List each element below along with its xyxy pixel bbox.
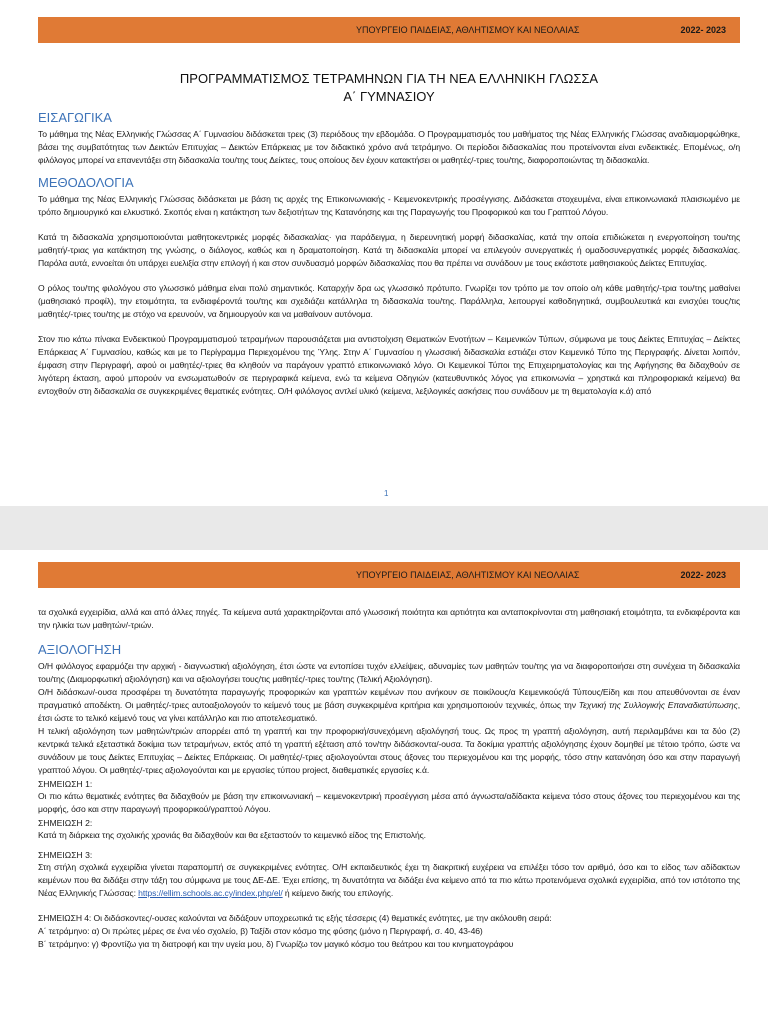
- document-title: ΠΡΟΓΡΑΜΜΑΤΙΣΜΟΣ ΤΕΤΡΑΜΗΝΩΝ ΓΙΑ ΤΗ ΝΕΑ ΕΛΛΗΝΙΚΗ ΓΛΩΣΣΑ: [179, 71, 599, 86]
- section-heading-methodology: ΜΕΘΟΔΟΛΟΓΙΑ: [38, 175, 134, 190]
- ellim-website-link[interactable]: https://ellim.schools.ac.cy/index.php/el/: [138, 888, 283, 898]
- document-subtitle: Α΄ ΓΥΜΝΑΣΙΟΥ: [343, 89, 435, 104]
- page-separator: [0, 506, 768, 550]
- methodology-paragraph-4: Στον πιο κάτω πίνακα Ενδεικτικού Προγραμματισμού τετραμήνων παρουσιάζεται μια αντιστοίχιση Θεματικών Ενοτήτων – Κειμενικών Τύπων, σύμφωνα με τους Δείκτες Επιτυχίας – Δείκτες Επάρκειας Α΄ Γυμνασίου, καθώς και με το Περίγραμμα Περιεχομένου της Ύλης. Στην Α΄ Γυμνασίου η γλωσσική διδασκαλία εστιάζει στον Κειμενικό Τύπο της Περιγραφής. Δίνεται λοιπόν, έμφαση στην Περιγραφή, αφού οι μαθητές/-τριες θα κληθούν να παράγουν γραπτό επικοινωνιακό λόγο. Οι Κειμενικοί Τύποι της Επιχειρηματολογίας και της Αφήγησης θα διδαχθούν σε λιγότερη έκταση, αφού μπορούν να ενσωματωθούν σε περιγραφικά κείμενα, ενώ τα κείμενα Οδηγιών (κατευθυντικός λόγος για επικοινωνία – χρηστικά και πληροφοριακά κείμενα) θα εντοχθούν στη διδασκαλία σε συγκεκριμένες θεματικές ενότητες. Ο/Η φιλόλογος αντλεί υλικό (κείμενα, λεξιλογικές ασκήσεις που συνάδουν με τη θεματολογία κ.ά) από: [38, 334, 740, 396]
- section-heading-intro: ΕΙΣΑΓΩΓΙΚΑ: [38, 110, 112, 125]
- continuation-paragraph: τα σχολικά εγχειρίδια, αλλά και από άλλες πηγές. Τα κείμενα αυτά χαρακτηρίζονται από γλωσσική ποιότητα και αρτιότητα και ανταποκρίνονται στη μαθησιακή ετοιμότητα, τα ενδιαφέροντα και την ηλικία των μαθητών/-τριών.: [38, 607, 740, 630]
- assessment-paragraph-1: Ο/Η φιλόλογος εφαρμόζει την αρχική - διαγνωστική αξιολόγηση, έτσι ώστε να εντοπίσει τυχόν ελλείψεις, αδυναμίες των μαθητών του/της για να διαφοροποιήσει στη συνέχεια τη διδασκαλία του/της (Διαμορφωτική αξιολόγηση) και να αξιολογήσει τους/τις μαθητές/-τριες του/της (Τελική Αξιολόγηση).: [38, 661, 740, 684]
- technique-name: Τεχνική της Συλλογικής Επαναδιατύπωσης: [578, 700, 738, 710]
- note-4-text: [38, 912, 740, 925]
- page-number: 1: [384, 489, 389, 498]
- note-1-text: Οι πιο κάτω θεματικές ενότητες θα διδαχθούν με βάση την επικοινωνιακή – κειμενοκεντρική προσέγγιση μέσα από άγνωστα/αδίδακτα κείμενα τόσο στους άξονες του περιεχομένου και της μορφής, όσο και στην παραγωγή προφορικού/γραπτού Λόγου.: [38, 791, 740, 814]
- assessment-text: , έτσι ώστε το τελικό κείμενό τους να γίνει κατάλληλο και πιο αποτελεσματικό.: [38, 700, 740, 723]
- assessment-text: Ο/Η διδάσκων/-ουσα προσφέρει τη δυνατότητα παραγωγής προφορικών και γραπτών κειμένων που ανήκουν σε ποικίλους/α Κειμενικούς/ά Τύπους/Είδη και που απευθύνονται σε έναν πραγματικό αποδέκτη. Οι μαθητές/-τριες αυτοαξιολογούν το κείμενό τους με βάση συγκεκριμένα κριτήρια και χρησιμοποιούν τεχνικές, όπως την: [38, 687, 740, 710]
- note-4-body: Οι διδάσκοντες/-ουσες καλούνται να διδάξουν υποχρεωτικά τις εξής τέσσερις (4) θεματικές ενότητες, με την ακόλουθη σειρά:: [93, 913, 552, 923]
- note-2-text: Κατά τη διάρκεια της σχολικής χρονιάς θα διδαχθούν και θα εξεταστούν το κειμενικό είδος της Επιστολής.: [38, 830, 426, 840]
- assessment-paragraph-2: [38, 686, 740, 725]
- note-3-end: ή κείμενο δικής του επιλογής.: [284, 888, 394, 898]
- term-1-topics: Α΄ τετράμηνο: α) Οι πρώτες μέρες σε ένα νέο σχολείο, β) Ταξίδι στον κόσμο της φύσης (μόνο η Περιγραφή, σ. 40, 43-46): [38, 926, 483, 936]
- term-2-topics: Β΄ τετράμηνο: γ) Φροντίζω για τη διατροφή και την υγεία μου, δ) Γνωρίζω τον μαγικό κόσμο του θεάτρου και του κινηματογράφου: [38, 939, 514, 949]
- header-ministry: ΥΠΟΥΡΓΕΙΟ ΠΑΙΔΕΙΑΣ, ΑΘΛΗΤΙΣΜΟΥ ΚΑΙ ΝΕΟΛΑΙΑΣ: [356, 25, 580, 35]
- note-3-label: ΣΗΜΕΙΩΣΗ 3:: [38, 850, 93, 860]
- assessment-paragraph-3: Η τελική αξιολόγηση των μαθητών/τριών απορρέει από τη γραπτή και την προφορική/συνεχόμενη αξιολόγησή τους. Ως προς τη γραπτή αξιολόγηση, αυτή περιλαμβάνει και τα δύο (2) κεντρικά τελικά εξεταστικά δοκίμια των τετραμήνων, εκτός από τη γραπτή εξέταση από τον/την διδάσκοντα/-ουσα. Τα δοκίμια γραπτής αξιολόγησης έχουν δομηθεί με τέτοιο τρόπο, ώστε να συνάδουν με τους Δείκτες Επιτυχίας – Δείκτες Επάρκειας. Οι μαθητές/-τριες αξιολογούνται στους άξονες του περιεχομένου και της μορφής, τόσο στην κατανόηση όσο και στην παραγωγή γραπτού λόγου. Οι μαθητές/-τριες αξιολογούνται και με εργασίες τύπου project, διαθεματικές εργασίες κ.ά.: [38, 726, 740, 775]
- section-heading-assessment: ΑΞΙΟΛΟΓΗΣΗ: [38, 642, 122, 657]
- header-ministry: ΥΠΟΥΡΓΕΙΟ ΠΑΙΔΕΙΑΣ, ΑΘΛΗΤΙΣΜΟΥ ΚΑΙ ΝΕΟΛΑΙΑΣ: [356, 570, 580, 580]
- note-4-label: ΣΗΜΕΙΩΣΗ 4:: [38, 913, 92, 923]
- note-3-text: [38, 861, 740, 900]
- document-page-1: [0, 0, 768, 506]
- page-1-content: [38, 0, 740, 398]
- methodology-paragraph-1: Το μάθημα της Νέας Ελληνικής Γλώσσας διδάσκεται με βάση τις αρχές της Επικοινωνιακής - Κειμενοκεντρικής προσέγγισης. Διδάσκεται στοχευμένα, είναι επικοινωνιακά πλαισιωμένο με τρόπο δημιουργικό και ελκυστικό. Σκοπός είναι η κατάκτηση των δεξιοτήτων της Κατανόησης και της Παραγωγής του Προφορικού και του Γραπτού Λόγου.: [38, 194, 740, 217]
- intro-paragraph: Το μάθημα της Νέας Ελληνικής Γλώσσας Α΄ Γυμνασίου διδάσκεται τρεις (3) περιόδους την εβδομάδα. Ο Προγραμματισμός του μαθήματος της Νέας Ελληνικής Γλώσσας αναδιαμορφώθηκε, βάσει της συμβατότητας των Δεικτών Επιτυχίας – Δεικτών Επάρκειας με τον διδακτικό χρόνο ανά τετράμηνο. Οι περίοδοι διδασκαλίας που προτείνονται είναι ενδεικτικές. Επομένως, ο/η φιλόλογος μπορεί να επανεντάξει στη διδασκαλία του/της τους Δείκτες, τους οποίους δεν έχουν κατακτήσει οι μαθητές/-τριες του/της, διαφοροποιώντας τη διδασκαλία.: [38, 129, 740, 165]
- note-2-label: ΣΗΜΕΙΩΣΗ 2:: [38, 818, 93, 828]
- page-2-content: [38, 606, 740, 951]
- header-year: 2022- 2023: [680, 570, 726, 580]
- methodology-paragraph-2: Κατά τη διδασκαλία χρησιμοποιούνται μαθητοκεντρικές μορφές διδασκαλίας· για παράδειγμα, η διερευνητική μορφή διδασκαλίας, κατά την οποία επιδιώκεται η ενεργοποίηση του/της μαθητή/-τριας για κατάκτηση της γνώσης, ο διάλογος, καθώς και η δραματοποίηση. Κατά τη διδασκαλία μπορεί να επιλεγούν συνεργατικές ή ομαδοσυνεργατικές μορφές διδασκαλίας. Παρόλα αυτά, εννοείται ότι υπάρχει ευελιξία στην επιλογή ή και στον συνδυασμό μορφών διδασκαλίας που θα πρέπει να συνάδουν με τους εκάστοτε μαθησιακούς Δείκτες Επιτυχίας.: [38, 232, 740, 268]
- note-3-body: Στη στήλη σχολικά εγχειρίδια γίνεται παραπομπή σε συγκεκριμένες ενότητες. Ο/Η εκπαιδευτικός έχει τη διακριτική ευχέρεια να επιλέξει τόσο τον αριθμό, όσο και το είδος των αδίδακτων κειμένων που θα διδάξει στην τάξη του σύμφωνα με τους ΔΕ-ΔΕ. Έχει επίσης, τη δυνατότητα να διδάξει ένα κείμενο από τα πιο κάτω προτεινόμενα σχολικά εγχειρίδια, από τον ιστότοπο της Νέας Ελληνικής Γλώσσας:: [38, 862, 740, 898]
- methodology-paragraph-3: Ο ρόλος του/της φιλολόγου στο γλωσσικό μάθημα είναι πολύ σημαντικός. Καταρχήν δρα ως γλωσσικό πρότυπο. Γνωρίζει τον τρόπο με τον οποίο ο/η κάθε μαθητής/-τρια του/της μαθαίνει (μαθησιακό προφίλ), την ετοιμότητα, τα ενδιαφέροντά του/της και σχεδιάζει κατάλληλα τη διδασκαλία του/της. Παράλληλα, λειτουργεί καθοδηγητικά, συμβουλευτικά και ενισχύει τους/τις μαθητές/-τριες του/της με στόχο να ερευνούν, να δημιουργούν και να μαθαίνουν αυτόνομα.: [38, 283, 740, 319]
- page-header-bar: [38, 562, 740, 588]
- note-1-label: ΣΗΜΕΙΩΣΗ 1:: [38, 779, 93, 789]
- header-year: 2022- 2023: [680, 25, 726, 35]
- document-page-2: [0, 550, 768, 1024]
